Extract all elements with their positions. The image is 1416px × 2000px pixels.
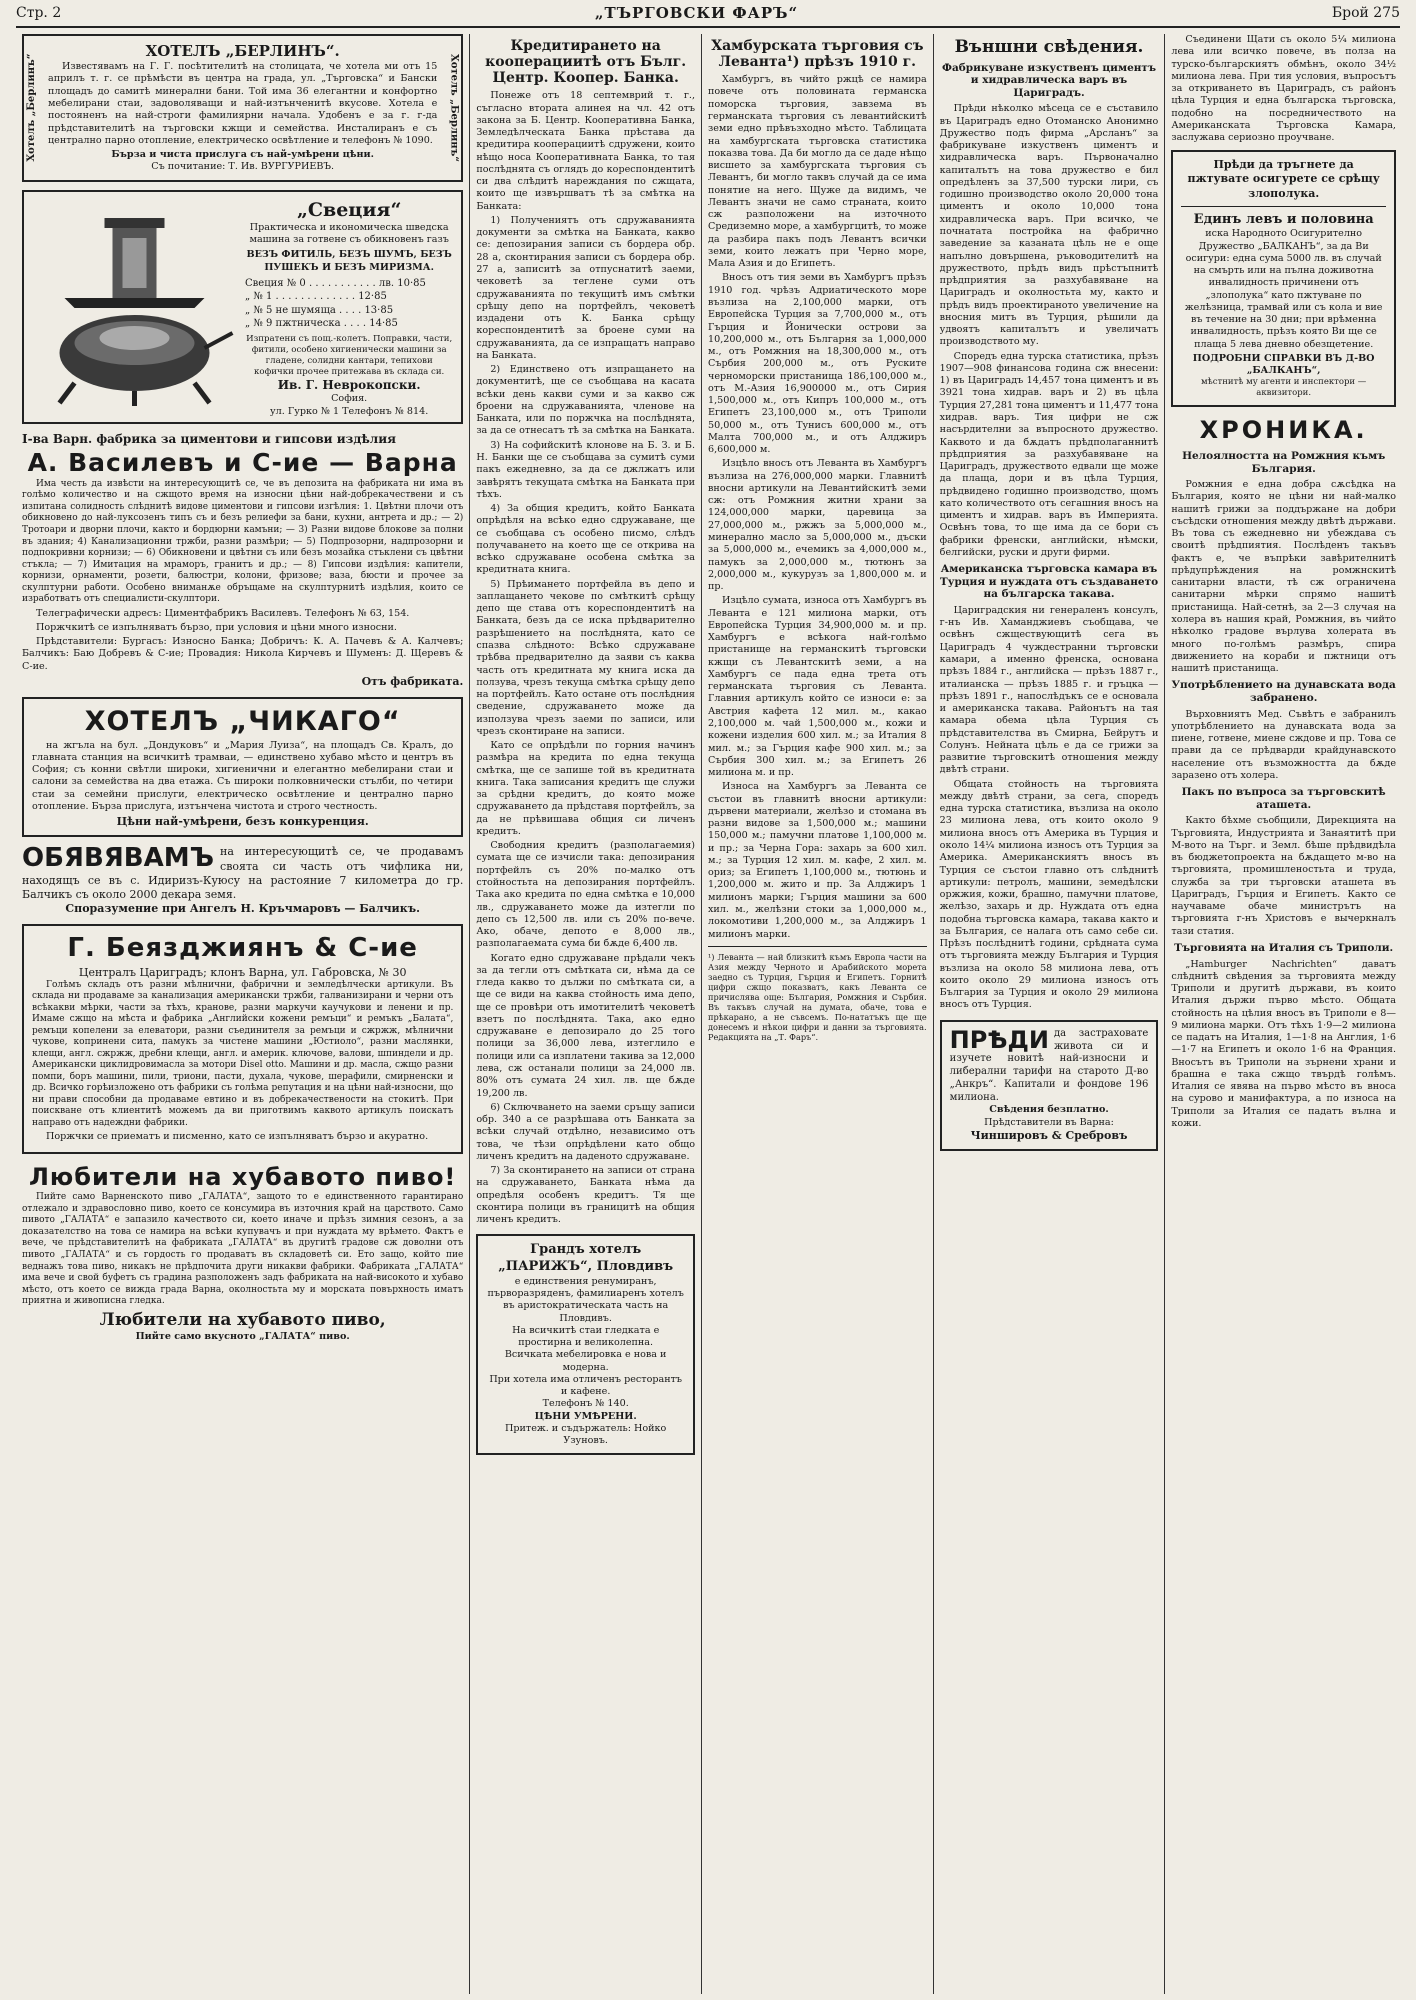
- column-credit: [469, 34, 701, 1994]
- foreign-paragraph: Прѣди нѣколко мѣсеца се е съставило въ Цариградъ едно Отоманско Анонимно Дружество подъ фирма „Арсланъ“ за фабрикуване изкуственъ циментъ и хидравлическа варъ. Първоначално капиталътъ на това дружество е бил опредѣленъ за 37,500 турски лири, съ годишно производство около 20,000 тона циментъ и около 10,000 тона хидравлическа варъ. При всичко, че почнатата постройка на фабрично заведение за казаната цѣль не е още напълно довършена, ръководителитѣ на дружеството, прѣдъ видъ прѣстъпнитѣ прѣдприятия за разхубавяване на Цариградъ и околностьта му, както и прѣдъ видъ проектираното увеличение на вносния митъ въ Турция, рѣшили да удвоятъ капиталътъ и увеличатъ производството му.: [939, 103, 1159, 348]
- beyazdzhiyan-name: Г. Беязджиянъ & С-ие: [67, 933, 418, 964]
- foreign-header: Външни свѣдения.: [954, 37, 1144, 57]
- price-row: „ № 5 не шумяща . . . . 13·85: [245, 304, 394, 316]
- ad-vasilev: [22, 432, 463, 689]
- ad-balkan-insurance: [1171, 150, 1396, 407]
- ad-hotel-berlin: [22, 34, 463, 182]
- chicago-body: на жгъла на бул. „Дондуковъ“ и „Мария Луиза“, на площадъ Св. Кралъ, до главната станция на всичкитѣ трамваи, — единствено хубаво мѣсто и центръ въ София; съ конни свѣтли широки, хигиенични и елегантно мебелирани стаи и салони за семейства на два етажа. Съ широки полковнически стълби, по четири стаи за семейни прислуги, електрическо освѣтление и централно парно отопление. Бърза прислуга, изтънчена чистота и строго честность.: [32, 739, 454, 812]
- credit-paragraph: 2) Единствено отъ изпращането на документитѣ, ще се съобщава на касата всѣки день какви суми и за какво сж броени на сдружаванията, членове на Банката, или по поржчка на послѣднята, за да се отнесатъ тѣ за смѣтка на Банката.: [476, 364, 695, 437]
- beer-body: Пийте само Варненското пиво „ГАЛАТА“, защото то е единственното гарантирано отлежало и здравословно пиво, което се консумира въ източния край на царството. Само пивото „ГАЛАТА“ е запазило качеството си, което иначе и прѣзъ зимния сезонъ, а за доказателство на това се намира на всѣки купувачъ и при нуждата му врѣмето. Фактъ е вече, че прѣдставителитѣ на фабриката „ГАЛАТА“ въ другитѣ градове сж доволни отъ пивото „ГАЛАТА“ и съ гордость го продаватъ въ складоветѣ си. Ето защо, който пие веднажъ това пиво, никакъ не прѣдпочита други никакви фабрики. Фабриката „ГАЛАТА“ има вече и свой буфетъ съ градина разположенъ задъ фабриката на най-високото и хубаво мѣсто, отъ което се вижда града Варна, околностьта му и морската повърхность иматъ приятна и живописна гледка.: [22, 1192, 464, 1307]
- obyavyavam-body: на интересующитѣ се, че продавамъ своята си часть отъ чифлика ни, находящъ се въ с. Идиризъ-Куюсу на растояние 7 километра до гр. Балчикъ съ около 2000 декара земя.: [22, 845, 464, 902]
- stove-illustration: [32, 198, 237, 408]
- credit-paragraph: Като се опрѣдѣли по горния начинъ размѣра на кредита по една текуща смѣтка, ще се запише той въ кредитната книга. Така записания кредитъ ще служи за срѣдни кредитъ, до която може сдружаването да прѣдставя портфейлъ, за да не прѣвишава общия си личенъ кредитъ.: [476, 740, 695, 837]
- beer-footer: Любители на хубавото пиво,: [99, 1309, 386, 1330]
- column-hamburg: [701, 34, 933, 1994]
- pred-free: Свѣдения безплатно.: [989, 1104, 1109, 1116]
- chronicle-item-body: Ромжния е една добра сѫсѣдка на България, която не цѣни ни най-малко нашитѣ грижи за поддържане на добри съсѣдски отношения между двѣтѣ държави. Въ това съ ежедневно ни убеждава съ своитѣ прѣдпиятия. Послѣденъ такъвъ фактъ е, че въпрѣки завѣрителнитѣ прѣдупрѣждения на ромжнскитѣ санитарни власти, тѣ сж ограничена санитарни мѣрки спрямо нашитѣ пристанища. Най-сетнѣ, за 2—3 случая на холера въ нашия край, Ромжния, въ чийто нѣколко градове върлува холерата въ много по-голѣмъ размѣръ, спира движението на кораби и пжтници отъ нашитѣ пристанища.: [1171, 479, 1396, 675]
- chronicle-item-body: „Hamburger Nachrichten“ даватъ слѣднитѣ свѣдения за търговията между Триполи и другитѣ държави, въ които Италия държи първо мѣсто. Общата стойность на цѣлия вносъ въ Триполи е 8—9 милиона марки. Отъ тѣхъ 1·9—2 милиона се падатъ на Италия, 1—1·8 на Англия, 1·6—1·7 на Египетъ и около 1·6 на Франция. Вносътъ въ Триполи на зърнени храни и брашна е така сжщо твърдѣ голѣмъ. Италия се явява на първо мѣсто въ вноса на сурово и манифактура, а по износа на Триполи за Италия се падатъ вълна и кожи.: [1171, 958, 1396, 1130]
- price-row: „ № 1 . . . . . . . . . . . . . 12·85: [245, 291, 387, 303]
- price-row: Свеция № 0 . . . . . . . . . . . лв. 10·85: [245, 277, 426, 289]
- column-chronicle: [1164, 34, 1402, 1994]
- page-number: Стр. 2: [16, 5, 62, 21]
- vasilev-orders: Поржчкитѣ се изпълняватъ бързо, при условия и цѣни много износни.: [36, 621, 397, 633]
- balkan-lead: Единъ левъ и половина: [1193, 211, 1374, 227]
- foreign-paragraph: Споредъ една турска статистика, прѣзъ 1907—908 финансова година сж внесени: 1) въ Цариградъ 14,457 тона циментъ и въ 3921 тона хидрав. варъ и 2) въ цѣла Турция 27,281 тона циментъ и 11,477 тона хидрав. варъ. Тия цифри не сж насърдителни за въпросното дружество. Каквото и да бѫдатъ прѣдполаганнитѣ прѣдприятия за разхубавяване на Цариградъ, дружеството едвали ще може да плаща, дори и въ цѣла Турция, прѣдвидено годишно производство, щомъ като количеството отъ сегашния вносъ на циментъ и хидрав. варъ въ Империята. Освѣнъ това, то ще има да се бори съ фабрики френски, английски, нѣмски, белгийски, руски и други фирми.: [939, 350, 1159, 558]
- pred-rep: Прѣдставители въ Варна:: [984, 1116, 1114, 1128]
- beer-title: Любители на хубавото пиво!: [28, 1162, 457, 1191]
- foreign-section-title: Фабрикуване изкуственъ циментъ и хидравлическа варъ въ Цариградъ.: [942, 61, 1156, 99]
- chronicle-item-title: Търговията на Италия съ Триполи.: [1174, 941, 1394, 954]
- masthead: [16, 0, 1400, 28]
- beyazdzhiyan-address: Централъ Цариградъ; клонъ Варна, ул. Габровска, № 30: [78, 965, 407, 979]
- vasilev-tel: Телеграфически адресъ: Циментфабрикъ Василевъ. Телефонъ № 63, 154.: [36, 607, 410, 619]
- ad-hotel-paris: [476, 1234, 695, 1455]
- side-text-left: Хотелъ „Берлинъ“: [26, 53, 37, 162]
- hotel-berlin-body: Известявамъ на Г. Г. посѣтителитѣ на столицата, че хотела ми отъ 15 априлъ т. г. се прѣмѣсти въ центра на града, ул. „Търговска“ и Бански площадъ до самитѣ минерални бани. Той има 36 елегантни и конфортно мебелирани стаи, задоволяващи и най-изтънченитѣ вкусове. Хотела е постояненъ на най-строги фамилиярни начала. Удобенъ е за г. г-да прѣдставителитѣ на търговски кжщи и семейства. Инсталиранъ е съ централно парно отопление, електрическо освѣтление и телефонъ № 1090.: [48, 61, 438, 146]
- hamburg-title: Хамбурската търговия съ Левантa¹) прѣзъ 1910 г.: [711, 38, 924, 71]
- pred-word: ПРѢДИ: [949, 1025, 1049, 1054]
- obyavyavam-deal: Споразумение при Ангелъ Н. Кръчмаровъ — Балчикъ.: [65, 902, 420, 916]
- credit-paragraph: Понеже отъ 18 септемврий т. г., съгласно втората алинея на чл. 42 отъ закона за Б. Центр. Кооперативна Банка, Земледѣлческата Банка прѣстава да кредитира кооперациитѣ сдружени, които нѣщо носа Кооперативната Банка, то тая послѣднята съ оглядъ до кореспондентитѣ си два слѣдитѣ нареждания по сжщата, които ще извършватъ тѣ за смѣтка на Банката:: [476, 90, 695, 212]
- paris-prices: ЦѢНИ УМѢРЕНИ.: [534, 1410, 637, 1422]
- beer-footer-2: Пийте само вкусното „ГАЛАТА“ пиво.: [135, 1331, 350, 1343]
- continued-paragraph: Съединени Щати съ около 5¼ милиона лева или всичко повече, въ полза на турско-българскиятъ обмѣнъ, около 34½ милиона лева. При тия условия, въпросътъ за откриването въ Цариградъ, съ районъ цѣла Турция и една българска търговска, подобно на посредничеството на Американската Търговска Камара, заслужава сериозно проучване.: [1171, 34, 1396, 144]
- vasilev-body: Има честь да извѣсти на интересующитѣ се, че въ депозита на фабриката ни има въ голѣмо количество и на сжщото время на износни цѣни най-добрекачествени и съ изпитана солидность слѣднитѣ видове циментови и гипсови изгѣлия: 1. Цвѣтни плочи отъ обикновено до най-луксозенъ типъ съ и безъ релиефи за бани, кухни, антрета и др.; — 2) Тротоари и дворни плочи, както и бордюрни камъни; — 3) Разни видове блокове за полни въ здания; 4) Канализационни тржби, разни размѣри; — 5) Подпрозорни, надпрозорни и подпокривни корнизи; — 6) Обикновени и цвѣтни съ или безъ мозайка стъклени съ цвѣтни стъкла; — 7) Имитация на мраморъ, гранитъ и др.; — 8) Гипсови издѣлия: капители, корнизи, орнаменти, розети, балюстри, колони, фризове; ваза, бюсти и прочее за скулптурни работи. Особено вниманѫе обръщаме на скулптурнитѣ издѣлия, които се изработватъ отъ специалисти-скулптори.: [22, 478, 464, 605]
- credit-paragraph: Когато едно сдружаване прѣдали чекъ за да тегли отъ смѣтката си, нѣма да се гледа какво то дължи по смѣтката си, а ще се види на каква стойность има депо, ще се провѣри отъ имотителитѣ чековетѣ взетъ по послѣднята. Така, ако едно сдружаване е депозирало до 25 того полици за 36,000 лева, изтеглило е полици или са изплатени такива за 12,000 лева, сж останали полици за 24,000 лв. 80% отъ сумата 24 хил. лв. ще бѫде 19,200 лв.: [476, 952, 695, 1099]
- svecia-desc: Практическа и икономическа шведска машина за готвене съ обикновенъ газъ: [249, 221, 449, 246]
- hamburg-footnote: ¹) Левантa — най близкитѣ къмъ Европа части на Азия между Черното и Арабийското морета заедно съ Турция, Гърция и Египетъ. Горнитѣ цифри сжщо показватъ, какъ Левантa се причислява още: България, Ромжния и Сърбия. Въ такъвъ случай на думата, обаче, това е прѣкарано, а не съвсемъ. По-нататъкъ ще ще донесемъ и нѣкои цифри и данни за търговията. Редакцията на „Т. Фаръ“.: [708, 951, 927, 1042]
- ad-beyazdzhiyan: [22, 924, 463, 1153]
- credit-title: Кредитирането на кооперациитѣ отъ Бълг. Центр. Коопер. Банка.: [485, 38, 687, 87]
- paris-rooms: На всичкитѣ стаи гледката е простирна и великолепна.: [512, 1324, 660, 1349]
- foreign-paragraph: Цариградския ни генераленъ консулъ, г-нъ Ив. Хаманджиевъ съобщава, че освѣнъ сжществующитѣ сега въ Цариградъ 4 чуждестранни търговски камари, а именно френска, основана прѣзъ 1884 г., английска — прѣзъ 1887 г., италианска — прѣзъ 1885 г. и гръцка — прѣзъ 1891 г., напослѣдъкъ се е основала и американска такава. Районътъ на тая камара обема цѣла Турция съ прѣдставителства въ Смирна, Бейрутъ и Солунъ. Нейната цѣль е да се грижи за развитие търговскитѣ отношения между двѣтѣ страни.: [939, 604, 1159, 776]
- ad-obyavyavam: [22, 845, 463, 916]
- paris-furniture: Всичката мебелировка е нова и модерна.: [504, 1349, 667, 1373]
- paris-restaurant: При хотела има отличенъ ресторантъ и кафене.: [489, 1373, 683, 1398]
- chicago-title: ХОТЕЛЪ „ЧИКАГО“: [84, 706, 401, 738]
- side-text-right: Хотелъ „Берлинъ“: [448, 53, 460, 162]
- beyazdzhiyan-orders: Поржчки се приематъ и писменно, като се изпълняватъ бързо и акуратно.: [46, 1131, 429, 1143]
- hamburg-paragraph: Изцѣло сумата, износа отъ Хамбургъ въ Левантa е 121 милиона марки, отъ Европейска Турция 34,900,000 м. и пр. Хамбургъ е всѣкога най-голѣмо пристанище на германскитѣ търговски кжщи съ Левантскитѣ земи, а на Хамбургъ се пада една трета отъ германската търговия съ Левантa. Главния артикулъ който се износи е: за Австрия кафета 12 мил. м., какао 2,100,000 м. чай 1,500,000 м., кожи и кожени изделия 600 хил. м.; за Италия 8 мил. м.; за Гърция кафе 900 хил. м.; за Сърбия 300 хил. м.; за Египетъ 26 милиона м. и пр.: [708, 595, 927, 779]
- credit-paragraph: 4) За общия кредитъ, който Банката опрѣдѣля на всѣко едно сдружаване, ще се съобщава съ особено писмо, слѣдъ получаването на което ще се открива на всѣко сдружаване особена смѣтка за кредитната книга.: [476, 503, 695, 576]
- foreign-paragraph: Общата стойность на търговията между двѣтѣ страни, за сега, споредъ една турска статистика, възлиза на около 23 милиона лева, отъ които около 9 милиона вносъ отъ Америка въ Турция и около 14¼ милиона износъ отъ Турция за Америка. Американскиятъ вносъ въ Турция се състои главно отъ слѣднитѣ артикули: петролъ, машини, земедѣлски оржжия, кожи, брашно, памучни платове, желѣзо, захарь и др. Нуждата отъ една подобна търговска камара, такава както и за България, се налага отъ само себе си. Прѣзъ послѣднитѣ години, срѣдната сума отъ търговията между България и Турция възлиза на около 58 милиона лева, отъ които около 29 милиона износъ отъ България за Турция и около 29 милиона вносъ отъ Турция.: [939, 778, 1159, 1011]
- hamburg-paragraph: Изцѣло вносъ отъ Левантa въ Хамбургъ възлиза на 276,000,000 марки. Главнитѣ вносни артикули на Левантийскитѣ земи сж: отъ Ромжния житни храни за 124,000,000 марки, царевица за 27,000,000 м., ржжъ за 5,000,000 м., минерално масло за 5,000,000 м., дъски за 5,000,000 м., ечемикъ за 4,000,000 м., памукъ за 2,000,000 м., тютюнъ за 2,000,000 м., кукурузъ за 1,800,000 м. и пр.: [708, 458, 927, 593]
- balkan-body: иска Народното Осигурително Дружество „БАЛКАНЪ“, за да Ви осигури: една сума 5000 лв. въ случай на смърть или на пълна доживотна инвалидность причинени отъ „злополука“ като пжтуване по желѣзница, трамвай или съ кола и вие въ течение на 30 дни; при врѣменна инвалидность, прѣзъ която Ви ще се плаща 5 лева дневно обезщетение.: [1184, 228, 1383, 350]
- chicago-tail: Цѣни най-умѣрени, безъ конкуренция.: [116, 815, 369, 829]
- vasilev-top: I-ва Варн. фабрика за циментови и гипсови издѣлия: [22, 431, 396, 446]
- credit-paragraph: 5) Прѣимането портфейла въ депо и заплащането чекове по смѣткитѣ срѣщу депо ще става отъ кореспондентитѣ на Банката, безъ да се иска прѣдварително разрѣшението на послѣднята, като се спазва слѣдното: Всѣко сдружаване трѣбва предварително да заяви съ каква часть отъ кредитната му книга иска да ползува, чрезъ текуща смѣтка срѣщу депо на портфейлъ. Като остане отъ послѣдния сведение, сдружаването може да използува чрезъ заеми по записи, или чрезъ сконтиране на записи.: [476, 578, 695, 737]
- hamburg-paragraph: Вносъ отъ тия земи въ Хамбургъ прѣзъ 1910 год. чрѣзъ Адриатическото море възлиза на 2,100,000 марки, отъ Европейска Турция за 7,700,000 м., отъ Гърция и Йонически острови за 10,200,000 м., отъ Българня за 1,000,000 м., отъ Ромжния на 18,300,000 м., отъ Сърбия 200,000 м., отъ Руските черноморски пристанища 186,100,000 м., отъ М.-Азия 16,900000 м., отъ Сирия 1,500,000 м., отъ Кипръ 100,000 м., отъ Египетъ 23,100,000 м., отъ Триполи 50,000 м., отъ Тунисъ 600,000 м., отъ Малта 700,000 м., и отъ Алджиръ 6,600,000 м.: [708, 272, 927, 456]
- beyazdzhiyan-body: Голѣмъ складъ отъ разни мѣлнични, фабрични и земледѣлчески артикули. Въ склада ни продаваме за канализация американски тржби, галванизирани и черни отъ всѣкакви мѣрки, части за тѣхъ, кранове, разни маркучи каучукови и ленени и пр. Имаме сжщо на мѣста и фабрика „Английски кожени ремъци“ и ремъкъ „Балата“, ремъци копелени за елеватори, разни съединителя за ремъци и сжржж, мѣлнични чукове, копринени сита, памукъ за чистене машини „Юстиоло“, разни маслянки, клещи, англ. сжржж, дребни клещи, англ. и америк. ключове, валови, шпиндели и др. Американски циклидровимасла за мотори Disel otto. Машини и др. масла, сжщо разни помпи, боръ машини, пили, триони, пасти, духала, чукове, шерафили, смирненски и др. Всичко горѣизложено отъ фабрики съ голѣма репутация и на цѣни най-износни, що ни прави способни да продаваме евтино и въ добрекачествености на стокитѣ. При поискване отъ клиентитѣ можемъ да ви приготвимъ каквото артикулъ поискатъ направо отъ надеждни фабрики.: [32, 979, 454, 1128]
- credit-paragraph: 1) Получениятъ отъ сдружаванията документи за смѣтка на Банката, какво се: депозирания записи съ бордера обр. 28 а, сконтирания записи съ бордера обр. 27 а, записитѣ за отпуснатитѣ заеми, чековетѣ за теглене суми отъ сдружаванията по текущитѣ имъ смѣтки срѣщу депо на портфейлъ, чековетѣ издадени отъ К. Банка срѣщу кореспондентитѣ за броене суми на сдружаванията, да се изпращатъ направо на Банката.: [476, 214, 695, 361]
- column-ads: [16, 34, 469, 1994]
- credit-paragraph: Свободния кредитъ (разполагаемия) сумата ще се изчисли така: депозирания портфейлъ съ 20% по-малко отъ стойностьта на депозирания портфейлъ. Така ако кредита по една смѣтка е 10,000 лв., сдружаването може да изтегли по депо съ 12,500 лв. или съ 20% по-вече. Ако, обаче, депото е 8,000 лв., разполагаемата сума би бѫде 6,400 лв.: [476, 840, 695, 950]
- ad-hotel-chicago: [22, 697, 463, 837]
- svecia-title: „Свеция“: [296, 198, 402, 221]
- pred-names: Чиншировъ & Сребровъ: [970, 1129, 1128, 1143]
- vasilev-name: А. Василевъ и С-ие — Варна: [27, 447, 458, 477]
- ad-pred-insurance: [940, 1020, 1159, 1151]
- paris-body: е единствения ренумиранъ, първоразряденъ, фамилиаренъ хотелъ въ аристократическата часть на Пловдивъ.: [487, 1275, 684, 1324]
- vasilev-reps: Прѣдставители: Бургасъ: Износно Банка; Добричъ: К. А. Пачевъ & А. Калчевъ; Балчикъ: Баю Добревъ & С-ие; Провадия: Никола Кирчевъ и Шуменъ: Д. Щеревъ & С-ие.: [22, 636, 464, 672]
- chronicle-item-body: Както бѣхме съобщили, Дирекцията на Търговията, Индустрията и Занаятитѣ при М-вото на Търг. и Земл. бѣше прѣдвидѣла въ бюджетопроекта на бѫдащето м-во на търговията, промишленостьта и труда, служба за три търговски аташета въ Цариградъ, Гърция и Египетъ. Както се научаваме обаче министрътъ на търговията г-нъ Христовъ е вычеркналъ тази статия.: [1171, 815, 1396, 937]
- paris-tel: Телефонъ № 140.: [542, 1398, 629, 1410]
- balkan-foot: мѣстнитѣ му агенти и инспектори — аквизитори.: [1201, 377, 1367, 399]
- paris-owner: Притеж. и съдържатель: Нойко Узуновъ.: [505, 1422, 667, 1447]
- pred-body: да застраховате живота си и изучете новитѣ най-износни и либерални тарифи на старото Д-во „Анкръ“. Капитали и фондове 196 милиона.: [949, 1027, 1149, 1103]
- chronicle-title: ХРОНИКА.: [1199, 416, 1368, 445]
- footnote-rule: [708, 946, 927, 947]
- hotel-berlin-title: ХОТЕЛЪ „БЕРЛИНЪ“.: [145, 42, 340, 60]
- hotel-berlin-line: Бърза и чиста прислуга съ най-умѣрени цѣни.: [111, 149, 374, 161]
- balkan-head: Прѣди да тръгнете да пжтувате осигурете се срѣщу злополука.: [1187, 158, 1380, 200]
- svecia-note: Изпратени съ пощ.-колетъ. Поправки, части, фитили, особено хигиенически машини за гладене, солидни кантари, тепихови кофички прочее притежава въ склада си.: [246, 333, 453, 377]
- hamburg-paragraph: Износа на Хамбургъ за Левантa се състои въ главнитѣ вносни артикули: дървени материали, желѣзо и стомана въ разни видове за 1,500,000 м.; машини 150,000 м.; памучни платове 1,100,000 м. и пр.; за Черна Гора: захарь за 600 хил. м.; за Турция 12 хил. м. кафе, 2 хил. м. ориз; за Египетъ 1,100,000 м., тютюнь и 1,200,000 м. жито и пр. За Алджиръ 1 милионъ марки; Гърция машини за 600 хил. м., желѣзни стоки за 1,000,000 м., локомотиви 1,200,000 м., за Алджиръ 1 милионъ марки.: [708, 781, 927, 940]
- obyavyavam-word: ОБЯВЯВАМЪ: [22, 843, 215, 874]
- paris-title: Грандъ хотелъ „ПАРИЖЪ“, Пловдивъ: [498, 1242, 674, 1275]
- newspaper-title: „ТЪРГОВСКИ ФАРЪ“: [594, 4, 799, 22]
- svecia-seller: Ив. Г. Неврокопски.: [277, 377, 421, 392]
- chronicle-item-title: Употрѣблението на дунавската вода забранено.: [1171, 679, 1396, 704]
- svecia-features: ВЕЗЪ ФИТИЛЬ, БЕЗЪ ШУМЪ, БЕЗЪ ПУШЕКЪ И БЕЗЪ МИРИЗМА.: [246, 249, 452, 273]
- svecia-city: София.: [331, 393, 368, 405]
- issue-number: Брой 275: [1331, 5, 1400, 21]
- columns: [16, 34, 1402, 1994]
- ad-svecia: [22, 190, 463, 424]
- balkan-rule: [1181, 206, 1386, 207]
- credit-paragraph: 7) За сконтирането на записи от страна на сдружаването, Банката нѣма да опредѣля особенъ кредитъ. Тя ще сконтира полици въ границитѣ на общия личенъ кредитъ.: [476, 1165, 695, 1226]
- credit-paragraph: 6) Сключването на заеми сръщу записи обр. 340 а се разрѣшава отъ Банката за всѣки случай отдѣлно, независимо отъ това, че тѣзи опрѣдѣлени като общо личенъ кредитъ на даденото сдружаване.: [476, 1101, 695, 1162]
- chronicle-item-title: Нелоялността на Ромжния къмъ България.: [1182, 449, 1386, 475]
- vasilev-sign: Отъ фабриката.: [361, 674, 464, 688]
- column-foreign: [933, 34, 1165, 1994]
- credit-paragraph: 3) На софийскитѣ клонове на Б. З. и Б. Н. Банки ще се съобщава за сумитѣ суми пакъ ежедневно, за да се джлжатъ или завѣрятъ текущата смѣтка на Банката при тѣхъ.: [476, 439, 695, 500]
- chronicle-item-body: Върховниятъ Мед. Съвѣтъ е забранилъ употрѣблението на дунавската вода за пиене, готвене, миене сждове и пр. Това се прави да се прѣдварди крайдунавското население отъ възможността да бѫде заразено отъ холера.: [1171, 708, 1396, 781]
- svecia-address: ул. Гурко № 1 Телефонъ № 814.: [270, 405, 429, 417]
- chronicle-item-title: Пакъ по въпроса за търговскитѣ аташета.: [1181, 786, 1386, 811]
- foreign-section-title: Американска търговска камара въ Турция и нуждата отъ създаването на българска такава.: [939, 563, 1159, 601]
- ad-galata-beer: [22, 1162, 463, 1344]
- balkan-more: ПОДРОБНИ СПРАВКИ ВЪ Д-ВО „БАЛКАНЪ“,: [1192, 352, 1375, 377]
- price-row: „ № 9 пжтническа . . . . 14·85: [245, 318, 398, 330]
- hotel-berlin-sign: Съ почитание: Т. Ив. ВУРГУРИЕВЪ.: [151, 161, 335, 173]
- hamburg-paragraph: Хамбургъ, въ чийто ржцѣ се намира повече отъ половината германска поморска търговия, завзема въ германската търговия съ левантийскитѣ земи едно прѣвъзходно мѣсто. Таблицата на хамбургската търговска статистика показва това. Да би могло да се даде нѣщо висшето за хамбургската търговия съ Левантъ, би могло таквъ случай да се има понятие на него. Щуже да видимъ, че Левантъ значи не само страната, които сж разположени на източното Средиземно море, а хамбургцитѣ, то може да разбира пакъ подъ Левантъ всички земи, които лежатъ при Черно море, Мала Азия и до Египетъ.: [708, 74, 927, 270]
